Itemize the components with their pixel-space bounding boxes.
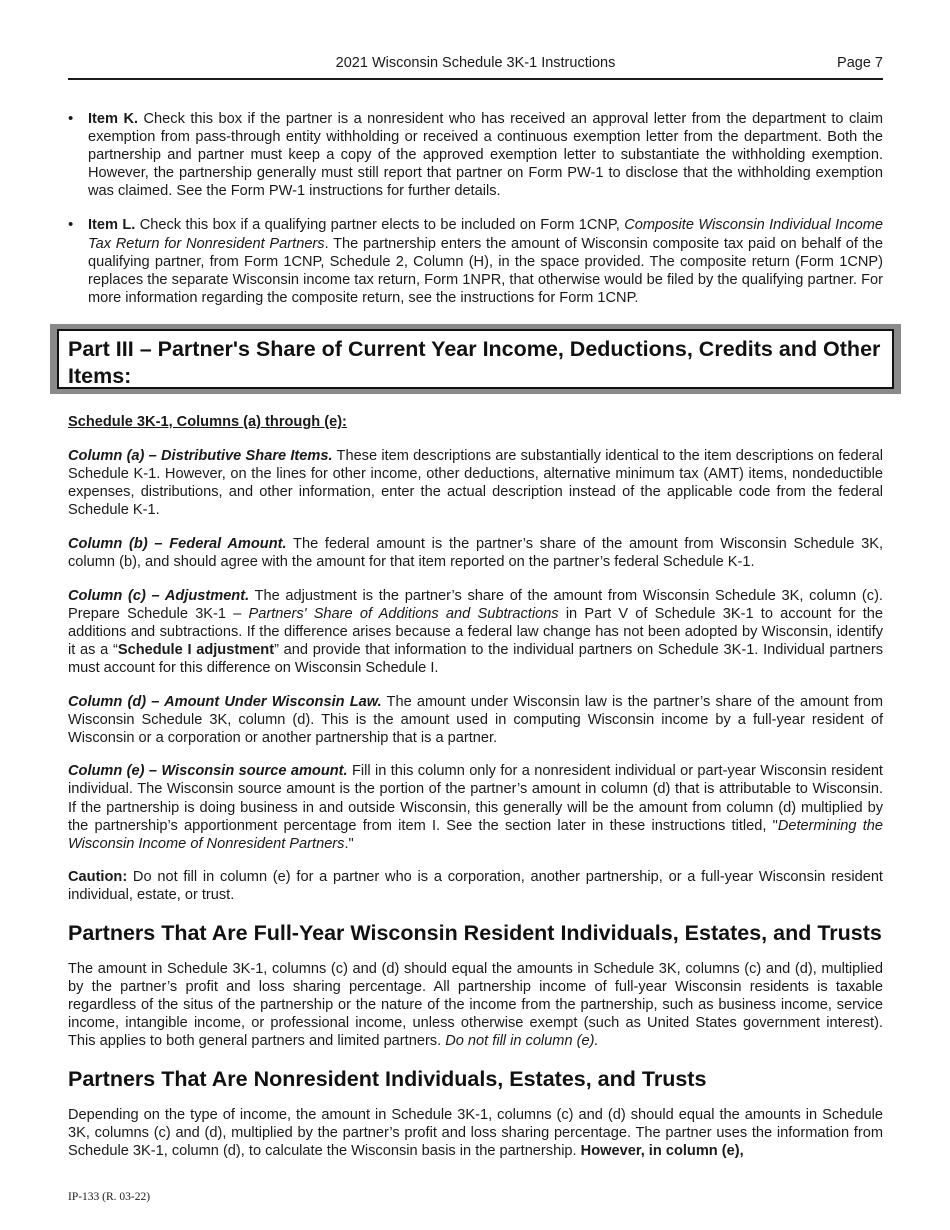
part-iii-heading-box	[50, 324, 901, 394]
document-body	[68, 413, 883, 1176]
list-item-k	[68, 110, 883, 200]
bullet-icon: •	[68, 110, 74, 127]
column-d-paragraph: Column (d) – Amount Under Wisconsin Law. The amount under Wisconsin law is the partner’s share of the amount from Wisconsin Schedule 3K, column (d). This is the amount used in computing Wisconsin income by a full-year resident of Wisconsin or a corporation or another partnership that is a partner.	[68, 693, 884, 746]
form-code-footer: IP-133 (R. 03-22)	[68, 1191, 151, 1203]
column-b-paragraph: Column (b) – Federal Amount. The federal amount is the partner’s share of the amount from Wisconsin Schedule 3K, column (b), and should agree with the amount for that item reported on the partner’s federal Schedule K-1.	[68, 535, 884, 570]
item-l-text: Item L. Check this box if a qualifying partner elects to be included on Form 1CNP, Composite Wisconsin Individual Income Tax Return for Nonresident Partners. The partnership enters the amount of Wisconsin composite tax paid on behalf of the qualifying partner, from Form 1CNP, Schedule 2, Column (H), in the space provided. The composite return (Form 1CNP) replaces the separate Wisconsin income tax return, Form 1NPR, that otherwise would be filed by the qualifying partner. For more information regarding the composite return, see the instructions for Form 1CNP.	[88, 217, 883, 306]
page-header	[68, 54, 883, 80]
item-list	[68, 110, 883, 323]
part-iii-heading: Part III – Partner's Share of Current Year Income, Deductions, Credits and Other Items:	[57, 329, 894, 389]
item-l-label: Item L.	[88, 217, 136, 234]
residents-heading: Partners That Are Full-Year Wisconsin Resident Individuals, Estates, and Trusts	[68, 920, 882, 945]
header-title: 2021 Wisconsin Schedule 3K-1 Instructions	[335, 55, 616, 71]
column-e-paragraph: Column (e) – Wisconsin source amount. Fill in this column only for a nonresident individual or part-year Wisconsin resident individual. The Wisconsin source amount is the portion of the partner’s amount in column (d) that is attributable to Wisconsin. If the partnership is doing business in and outside Wisconsin, this generally will be the amount from column (d) multiplied by the partnership’s apportionment percentage from item I. See the section later in these instructions titled, "Determining the Wisconsin Income of Nonresident Partners."	[68, 763, 883, 852]
residents-paragraph: The amount in Schedule 3K-1, columns (c) and (d) should equal the amounts in Schedule 3K, columns (c) and (d), multiplied by the partner’s profit and loss sharing percentage. All partnership income of full-year Wisconsin residents is taxable regardless of the situs of the partnership or the nature of the income from the partnership, such as business income, service income, intangible income, or professional income, unless otherwise exempt (such as United States government interest). This applies to both general partners and limited partners. Do not fill in column (e).	[68, 960, 883, 1050]
page-number: Page 7	[837, 55, 883, 71]
item-k-label: Item K.	[88, 111, 139, 127]
nonresidents-heading: Partners That Are Nonresident Individuals, Estates, and Trusts	[68, 1066, 707, 1091]
item-k-text: Item K. Check this box if the partner is a nonresident who has received an approval letter from the department to claim exemption from pass-through entity withholding or received a continuous exemption letter from the department. Both the partnership and partner must keep a copy of the approved exemption letter to substantiate the withholding exemption. However, the partnership generally must still report that partner on Form PW-1 to disclose that the withholding exemption was claimed. See the Form PW-1 instructions for further details.	[88, 111, 884, 200]
bullet-icon: •	[68, 216, 74, 234]
list-item-l	[68, 216, 883, 306]
caution-paragraph: Caution: Do not fill in column (e) for a partner who is a corporation, another partnership, or a full-year Wisconsin resident individual, estate, or trust.	[68, 869, 883, 904]
column-c-paragraph: Column (c) – Adjustment. The adjustment is the partner’s share of the amount from Wisconsin Schedule 3K, column (c). Prepare Schedule 3K-1 – Partners' Share of Additions and Subtractions in Part V of Schedule 3K-1 to account for the additions and subtractions. If the difference arises because a federal law change has not been adopted by Wisconsin, identify it as a “Schedule I adjustment” and provide that information to the individual partners on Schedule 3K-1. Individual partners must account for this difference on Wisconsin Schedule I.	[68, 587, 883, 676]
schedule-subheading: Schedule 3K-1, Columns (a) through (e):	[68, 414, 347, 430]
column-a-paragraph: Column (a) – Distributive Share Items. These item descriptions are substantially identical to the item descriptions on federal Schedule K-1. However, on the lines for other income, other deductions, alternative minimum tax (AMT) items, nondeductible expenses, distributions, and other information, enter the actual description instead of the applicable code from the federal Schedule K-1.	[68, 448, 883, 519]
nonresidents-paragraph: Depending on the type of income, the amount in Schedule 3K-1, columns (c) and (d) should equal the amounts in Schedule 3K, columns (c) and (d), multiplied by the partner’s profit and loss sharing percentage. The partner uses the information from Schedule 3K-1, column (d), to calculate the Wisconsin basis in the partnership. However, in column (e),	[68, 1106, 883, 1160]
